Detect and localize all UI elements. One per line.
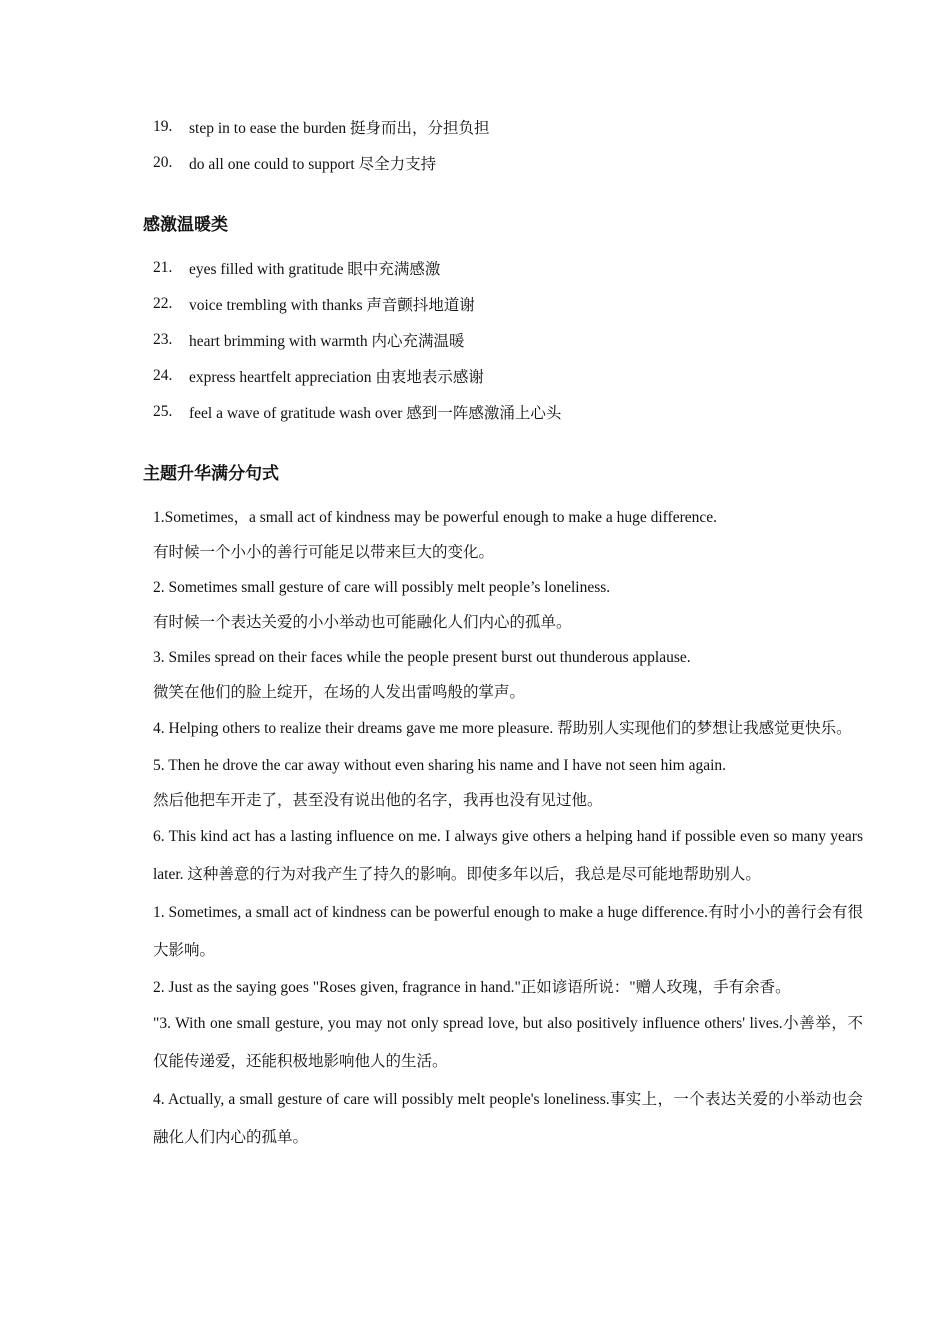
list-item xyxy=(153,322,561,358)
section-heading-sentences: 主题升华满分句式 xyxy=(143,464,279,484)
section-heading-gratitude: 感激温暖类 xyxy=(143,215,228,235)
item-number: 25. xyxy=(153,403,173,420)
paragraph: 2. Sometimes small gesture of care will possibly melt people’s loneliness. xyxy=(153,579,611,596)
item-number: 21. xyxy=(153,259,173,276)
item-number: 23. xyxy=(153,331,173,348)
paragraph: 6. This kind act has a lasting influence on me. I always give others a helping hand if possible even so many years later. 这种善意的行为对我产生了持久的影响。即使多年以后，我总是尽可能地帮助别人。 xyxy=(153,828,863,883)
item-text: feel a wave of gratitude wash over 感到一阵感激涌上心头 xyxy=(189,405,562,422)
list-item xyxy=(153,109,489,145)
paragraph: 1.Sometimes，a small act of kindness may be powerful enough to make a huge difference. xyxy=(153,509,718,526)
paragraph: 4. Actually, a small gesture of care will possibly melt people's loneliness.事实上，一个表达关爱的小举动也会融化人们内心的孤单。 xyxy=(153,1091,863,1146)
paragraph: "3. With one small gesture, you may not only spread love, but also positively influence others' lives.小善举，不仅能传递爱，还能积极地影响他人的生活。 xyxy=(153,1015,863,1070)
paragraph: 2. Just as the saying goes "Roses given, fragrance in hand."正如谚语所说："赠人玫瑰，手有余香。 xyxy=(153,979,791,996)
item-number: 19. xyxy=(153,118,173,135)
paragraph: 然后他把车开走了，甚至没有说出他的名字，我再也没有见过他。 xyxy=(153,792,603,809)
phrase-list-gratitude xyxy=(153,250,561,430)
list-item xyxy=(153,358,561,394)
list-item xyxy=(153,394,561,430)
item-number: 20. xyxy=(153,154,173,171)
item-text: voice trembling with thanks 声音颤抖地道谢 xyxy=(189,297,475,314)
phrase-list-top xyxy=(153,109,489,181)
item-number: 22. xyxy=(153,295,173,312)
paragraph: 3. Smiles spread on their faces while the people present burst out thunderous applause. xyxy=(153,649,691,666)
paragraph: 5. Then he drove the car away without even sharing his name and I have not seen him again. xyxy=(153,757,727,774)
paragraph: 微笑在他们的脸上绽开，在场的人发出雷鸣般的掌声。 xyxy=(153,684,526,701)
item-text: step in to ease the burden 挺身而出，分担负担 xyxy=(189,120,490,137)
list-item xyxy=(153,145,489,181)
paragraph: 4. Helping others to realize their dreams gave me more pleasure. 帮助别人实现他们的梦想让我感觉更快乐。 xyxy=(153,720,852,737)
item-text: heart brimming with warmth 内心充满温暖 xyxy=(189,333,465,350)
sentence-block xyxy=(153,500,863,1157)
item-text: eyes filled with gratitude 眼中充满感激 xyxy=(189,261,441,278)
item-number: 24. xyxy=(153,367,173,384)
item-text: do all one could to support 尽全力支持 xyxy=(189,156,437,173)
paragraph: 1. Sometimes, a small act of kindness can be powerful enough to make a huge difference.有时小小的善行会有很大影响。 xyxy=(153,904,863,959)
paragraph: 有时候一个表达关爱的小小举动也可能融化人们内心的孤单。 xyxy=(153,614,572,631)
item-text: express heartfelt appreciation 由衷地表示感谢 xyxy=(189,369,484,386)
list-item xyxy=(153,250,561,286)
list-item xyxy=(153,286,561,322)
paragraph: 有时候一个小小的善行可能足以带来巨大的变化。 xyxy=(153,544,495,561)
